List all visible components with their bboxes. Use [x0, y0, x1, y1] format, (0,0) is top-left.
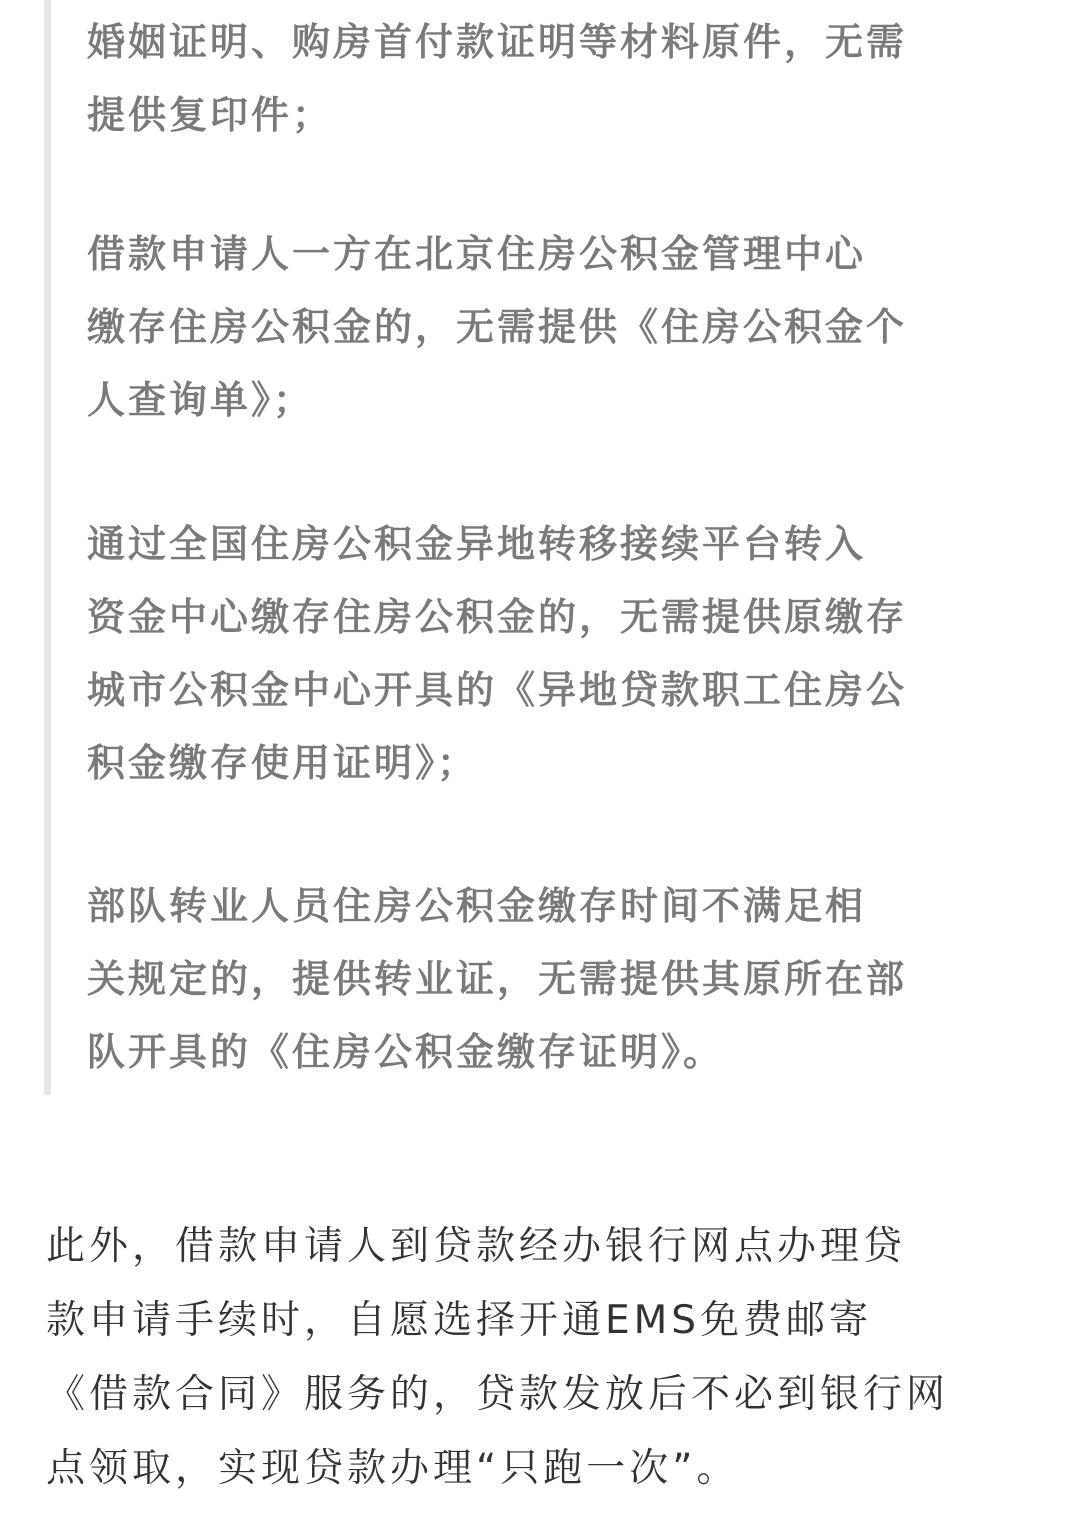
blockquote: [44, 0, 1040, 1095]
quote-paragraph-transfer-platform: 通过全国住房公积金异地转移接续平台转入 资金中心缴存住房公积金的，无需提供原缴存 城市公积金中心开具的《异地贷款职工住房公 积金缴存使用证明》；: [87, 522, 908, 785]
body-paragraph-ems: 此外，借款申请人到贷款经办银行网点办理贷 款申请手续时，自愿选择开通EMS免费邮寄 《借款合同》服务的，贷款发放后不必到银行网 点领取，实现贷款办理“只跑一次”。: [46, 1224, 950, 1491]
quote-paragraph-military: 部队转业人员住房公积金缴存时间不满足相 关规定的，提供转业证，无需提供其原所在部 队开具的《住房公积金缴存证明》。: [87, 884, 908, 1074]
quote-paragraph-marriage-docs: 婚姻证明、购房首付款证明等材料原件，无需 提供复印件；: [87, 20, 908, 137]
quote-paragraph-beijing-fund: 借款申请人一方在北京住房公积金管理中心 缴存住房公积金的，无需提供《住房公积金个 人查询单》；: [87, 232, 908, 422]
